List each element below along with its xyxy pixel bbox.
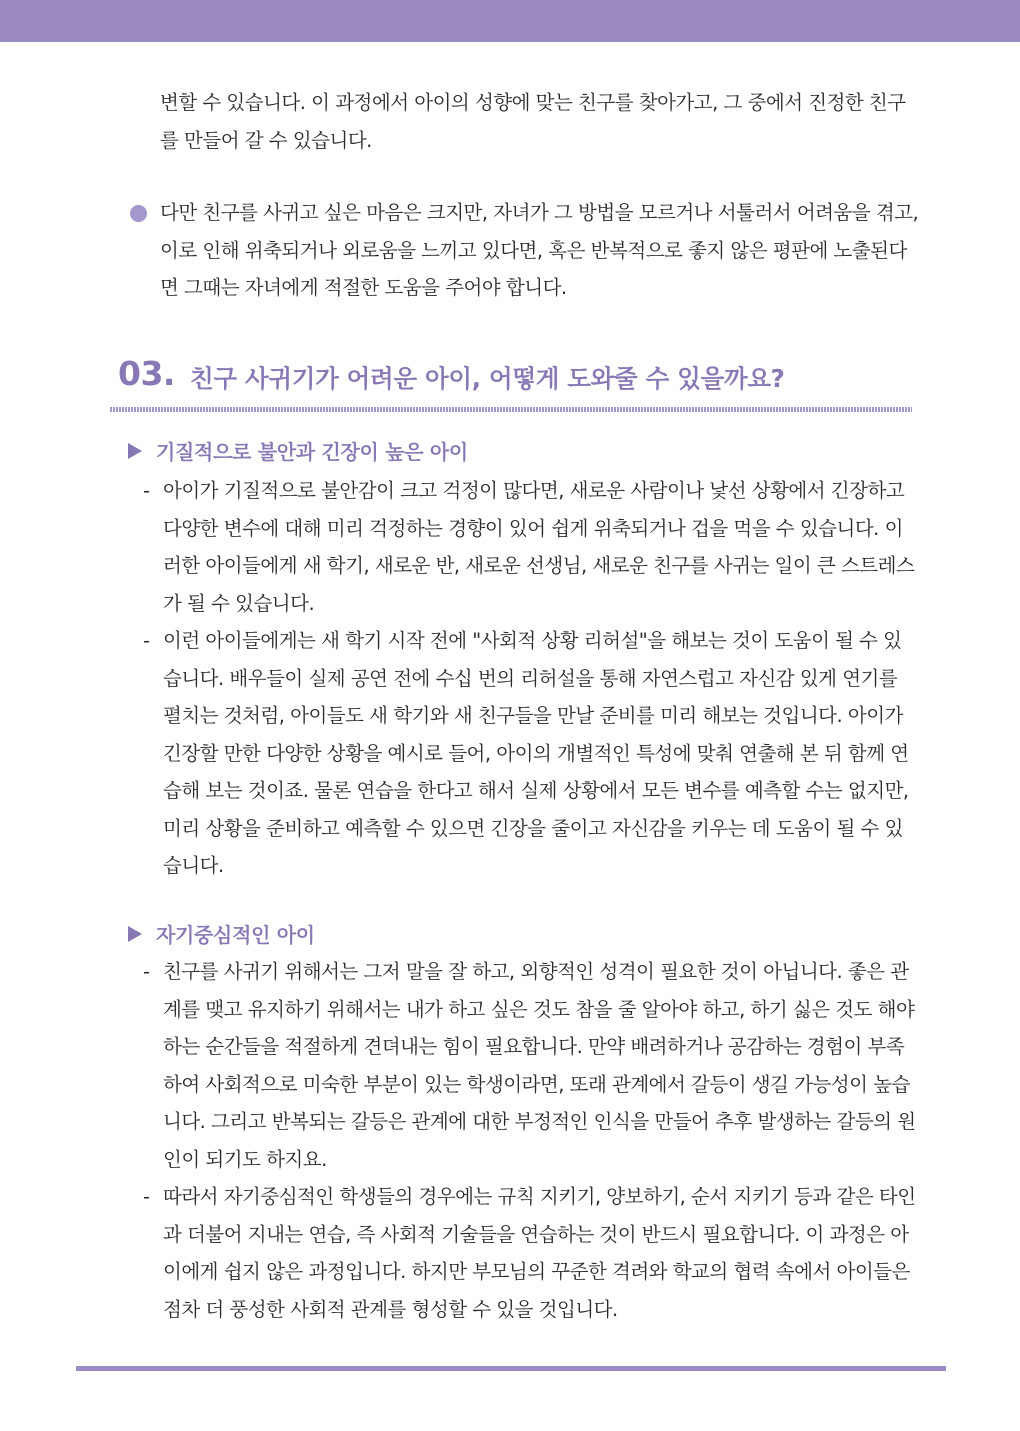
list-item-text: 친구를 사귀기 위해서는 그저 말을 잘 하고, 외향적인 성격이 필요한 것이 아닙니다. 좋은 관계를 맺고 유지하기 위해서는 내가 하고 싶은 것도 참을 줄 알아야 하고, 하기 싫은 것도 해야 하는 순간들을 적절하게 견뎌내는 힘이 필요합니다. 만약 배려하거나 공감하는 경험이 부족하여 사회적으로 미숙한 부분이 있는 학생이라면, 또래 관계에서 갈등이 생길 가능성이 높습니다. 그리고 반복되는 갈등은 관계에 대한 부정적인 인식을 만들어 추후 발생하는 갈등의 원인이 되기도 하지요. [163, 960, 916, 1171]
dash-marker: - [143, 629, 151, 652]
list-item [143, 953, 918, 1178]
dash-marker: - [143, 960, 151, 983]
list-item-text: 따라서 자기중심적인 학생들의 경우에는 규칙 지키기, 양보하기, 순서 지키기 등과 같은 타인과 더불어 지내는 연습, 즉 사회적 기술들을 연습하는 것이 반드시 필요합니다. 이 과정은 아이에게 쉽지 않은 과정입니다. 하지만 부모님의 꾸준한 격려와 학교의 협력 속에서 아이들은 점차 더 풍성한 사회적 관계를 형성할 수 있을 것입니다. [163, 1185, 916, 1321]
subsection-heading-anxious [128, 436, 468, 465]
top-banner-bar [0, 0, 1020, 42]
list-item-text: 이런 아이들에게는 새 학기 시작 전에 "사회적 상황 리허설"을 해보는 것이 도움이 될 수 있습니다. 배우들이 실제 공연 전에 수십 번의 리허설을 통해 자연스럽고 자신감 있게 연기를 펼치는 것처럼, 아이들도 새 학기와 새 친구들을 만날 준비를 미리 해보는 것입니다. 아이가 긴장할 만한 다양한 상황을 예시로 들어, 아이의 개별적인 특성에 맞춰 연출해 본 뒤 함께 연습해 보는 것이죠. 물론 연습을 한다고 해서 실제 상황에서 모든 변수를 예측할 수는 없지만, 미리 상황을 준비하고 예측할 수 있으면 긴장을 줄이고 자신감을 키우는 데 도움이 될 수 있습니다. [163, 629, 909, 877]
triangle-bullet-icon [128, 443, 142, 459]
intro-continuation-paragraph: 변할 수 있습니다. 이 과정에서 아이의 성향에 맞는 친구를 찾아가고, 그 중에서 진정한 친구를 만들어 갈 수 있습니다. [160, 91, 906, 152]
subsection-title: 자기중심적인 아이 [156, 923, 315, 947]
bullet-dot-icon [130, 205, 147, 222]
list-item [143, 622, 918, 885]
section-divider [110, 407, 912, 412]
subsection-title: 기질적으로 불안과 긴장이 높은 아이 [156, 440, 468, 464]
list-item [143, 1178, 918, 1328]
list-item-text: 아이가 기질적으로 불안감이 크고 걱정이 많다면, 새로운 사람이나 낯선 상황에서 긴장하고 다양한 변수에 대해 미리 걱정하는 경향이 있어 쉽게 위축되거나 겁을 먹을 수 있습니다. 이러한 아이들에게 새 학기, 새로운 반, 새로운 선생님, 새로운 친구를 사귀는 일이 큰 스트레스가 될 수 있습니다. [163, 479, 915, 615]
dash-marker: - [143, 1185, 151, 1208]
subsection-heading-egocentric [128, 919, 315, 948]
triangle-bullet-icon [128, 926, 142, 942]
intro-bullet-paragraph: 다만 친구를 사귀고 싶은 마음은 크지만, 자녀가 그 방법을 모르거나 서툴러서 어려움을 겪고, 이로 인해 위축되거나 외로움을 느끼고 있다면, 혹은 반복적으로 좋지 않은 평판에 노출된다면 그때는 자녀에게 적절한 도움을 주어야 합니다. [160, 201, 919, 299]
bottom-rule [76, 1366, 946, 1371]
section-number: 03. [118, 354, 175, 393]
section-title: 친구 사귀기가 어려운 아이, 어떻게 도와줄 수 있을까요? [190, 364, 785, 393]
section-heading [118, 354, 918, 404]
list-item [143, 472, 918, 622]
dash-marker: - [143, 479, 151, 502]
